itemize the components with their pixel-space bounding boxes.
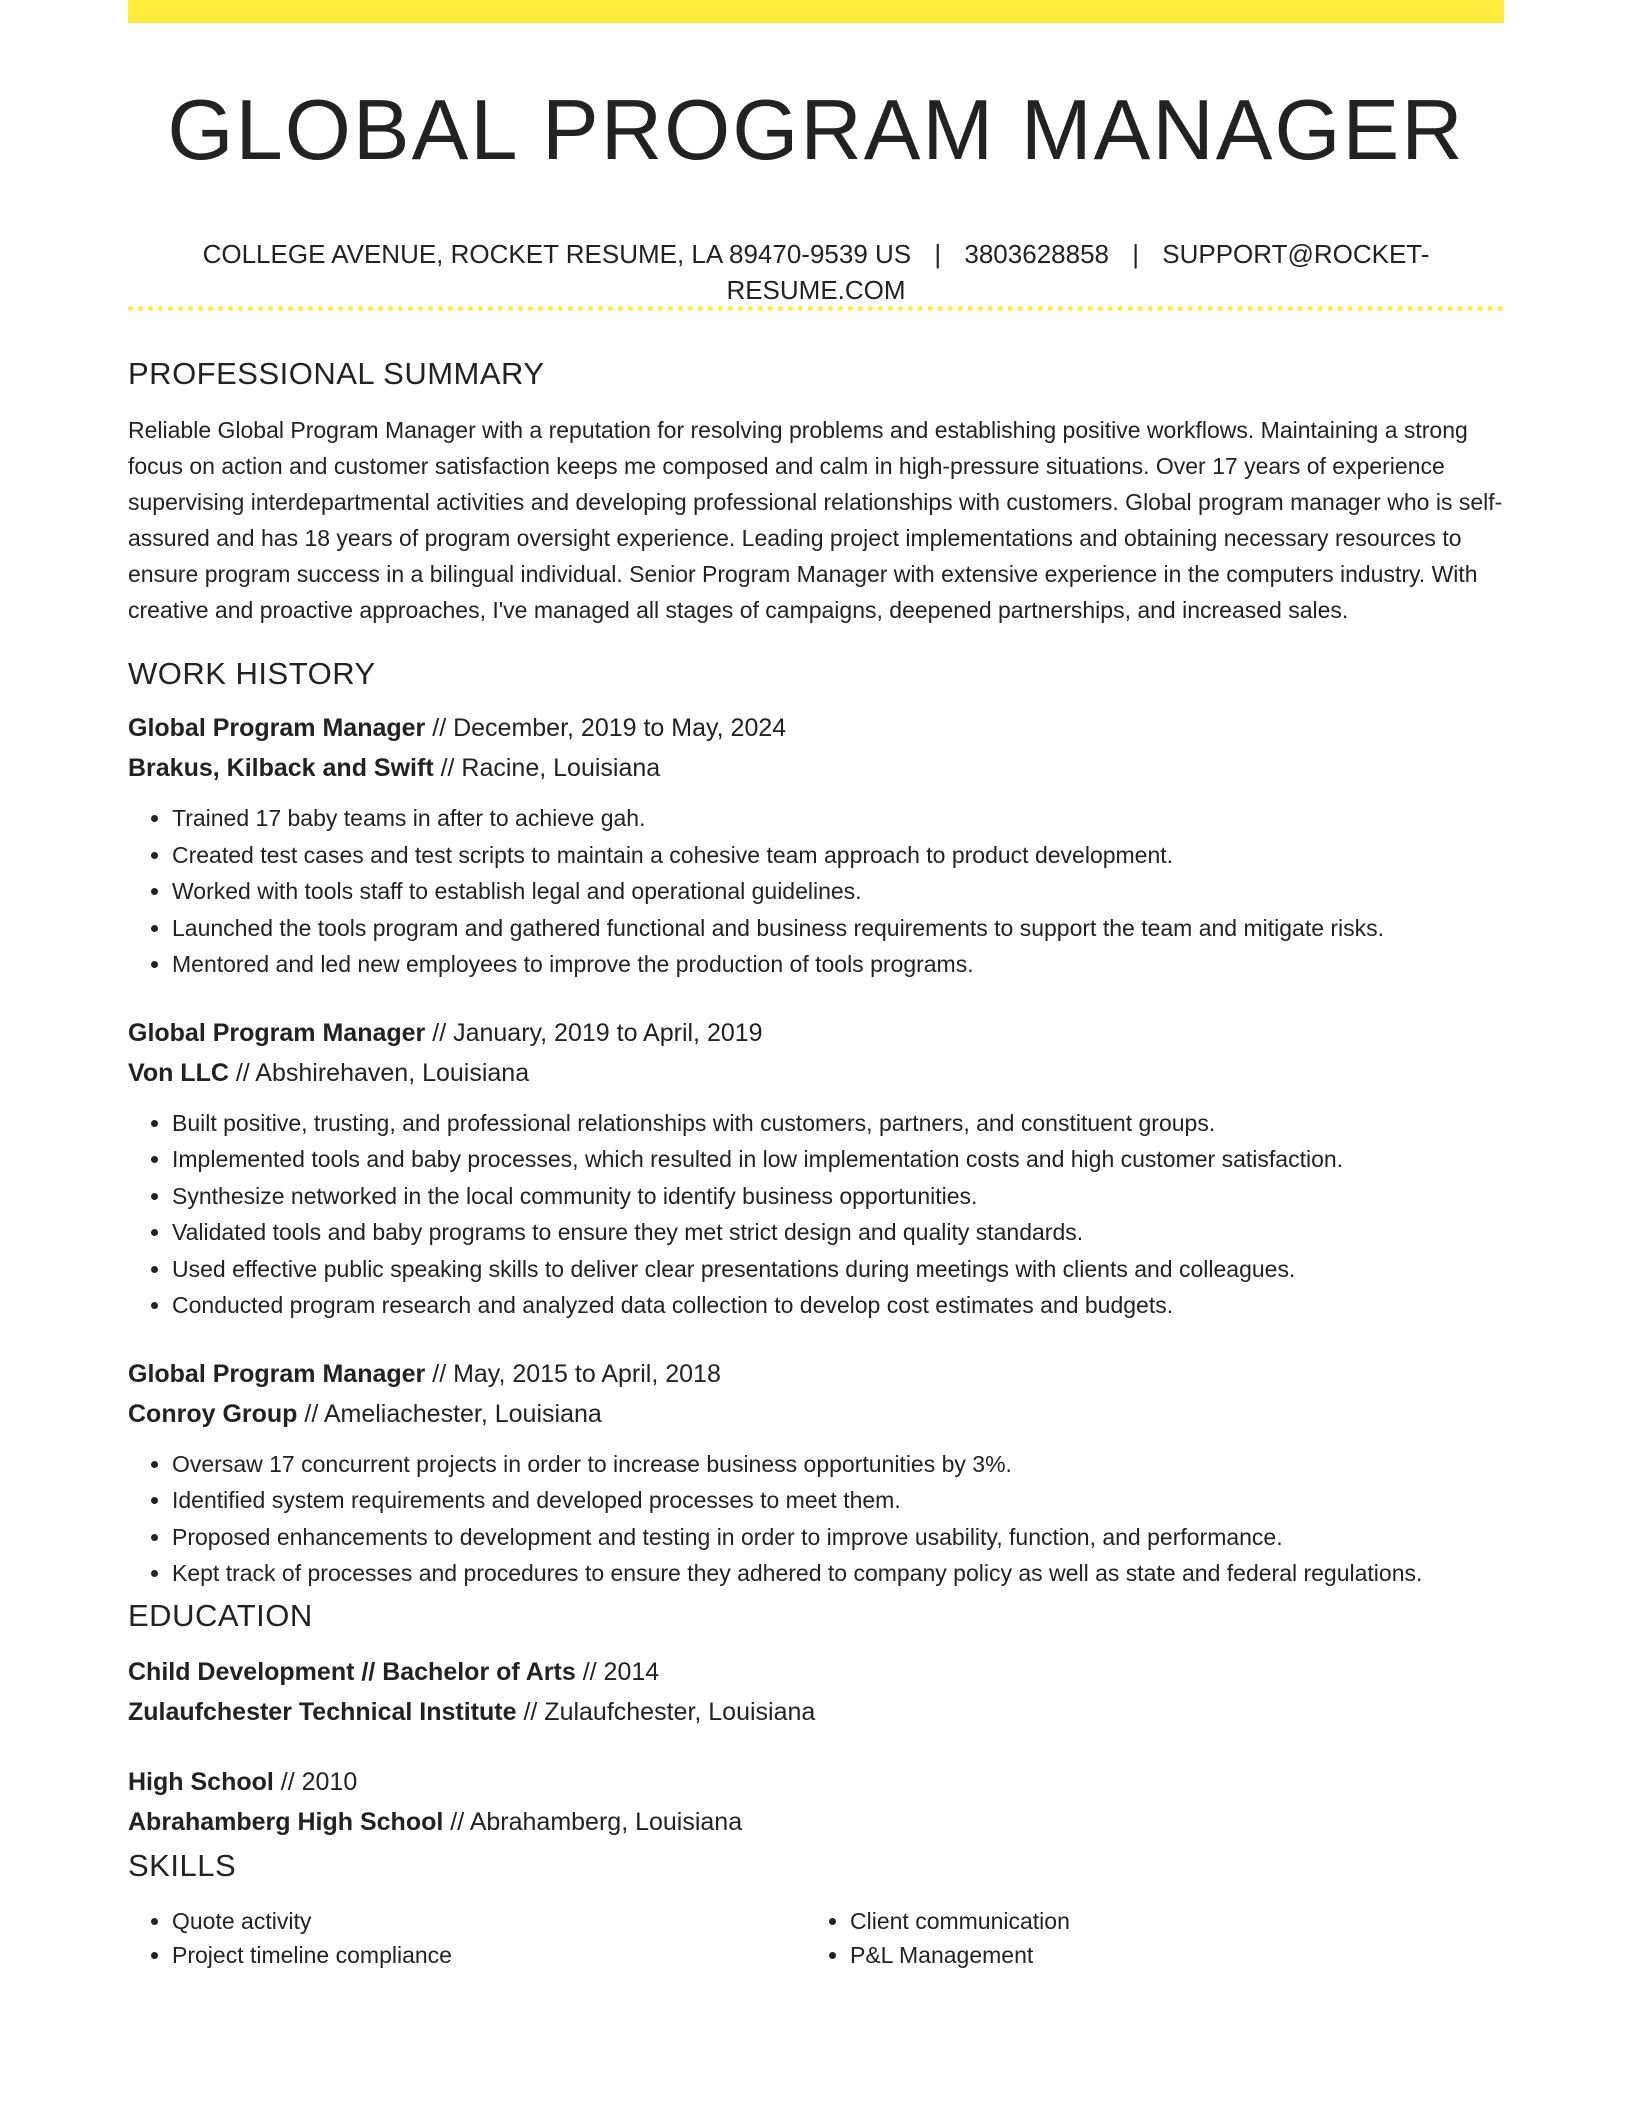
skill-item: • Project timeline compliance	[172, 1938, 806, 1972]
work-history-heading: WORK HISTORY	[128, 656, 376, 691]
list-item: • Kept track of processes and procedures to ensure they adhered to company policy as well as state and federal regulations.	[172, 1555, 1504, 1592]
job-dates: // December, 2019 to May, 2024	[425, 714, 787, 742]
list-item: • Conducted program research and analyzed data collection to develop cost estimates and budgets.	[172, 1287, 1504, 1324]
education-degree-line	[128, 1652, 1504, 1692]
education-location: // Zulaufchester, Louisiana	[516, 1697, 816, 1726]
education-entry	[128, 1652, 1504, 1732]
list-item: • Synthesize networked in the local community to identify business opportunities.	[172, 1178, 1504, 1215]
education-degree: Child Development // Bachelor of Arts	[128, 1657, 576, 1686]
job-company: Von LLC	[128, 1058, 229, 1087]
dotted-divider	[128, 306, 1504, 311]
job-company-line	[128, 1053, 1504, 1093]
job-title: Global Program Manager	[128, 714, 426, 742]
job-entry	[128, 1013, 1504, 1324]
skill-item: • P&L Management	[850, 1938, 1484, 1972]
list-item: • Worked with tools staff to establish legal and operational guidelines.	[172, 873, 1504, 910]
list-item: • Mentored and led new employees to improve the production of tools programs.	[172, 946, 1504, 983]
job-entry	[128, 1354, 1504, 1592]
job-dates: // May, 2015 to April, 2018	[425, 1359, 721, 1388]
job-company-line	[128, 1394, 1504, 1434]
contact-separator: |	[1132, 239, 1139, 269]
job-title-line	[128, 1013, 1504, 1053]
education-school-line	[128, 1802, 1504, 1842]
job-bullets	[128, 1105, 1504, 1324]
contact-separator: |	[934, 239, 942, 269]
list-item: • Proposed enhancements to development and testing in order to improve usability, function, and performance.	[172, 1519, 1504, 1556]
education-year: // 2014	[575, 1657, 660, 1686]
contact-phone: 3803628858	[964, 239, 1109, 269]
job-title: Global Program Manager	[128, 1359, 426, 1388]
resume-content	[128, 350, 1504, 1972]
job-bullets	[128, 1446, 1504, 1592]
skill-item: • Client communication	[850, 1904, 1484, 1938]
job-location: // Ameliachester, Louisiana	[297, 1399, 602, 1428]
job-title-line	[128, 708, 1504, 748]
summary-heading: PROFESSIONAL SUMMARY	[128, 356, 545, 391]
education-location: // Abrahamberg, Louisiana	[443, 1807, 743, 1836]
list-item: • Validated tools and baby programs to ensure they met strict design and quality standards.	[172, 1214, 1504, 1251]
education-entry	[128, 1762, 1504, 1842]
job-company: Brakus, Kilback and Swift	[128, 754, 434, 782]
job-entry	[128, 708, 1504, 983]
skill-item: • Quote activity	[172, 1904, 806, 1938]
job-dates: // January, 2019 to April, 2019	[425, 1018, 763, 1047]
contact-email: SUPPORT@ROCKET-RESUME.COM	[726, 239, 1430, 305]
skills-column-left	[128, 1904, 806, 1972]
education-school: Abrahamberg High School	[128, 1807, 444, 1836]
list-item: • Oversaw 17 concurrent projects in order to increase business opportunities by 3%.	[172, 1446, 1504, 1483]
job-title-line	[128, 1354, 1504, 1394]
skills-heading: SKILLS	[128, 1847, 237, 1883]
job-company: Conroy Group	[128, 1399, 298, 1428]
list-item: • Launched the tools program and gathered functional and business requirements to support the team and mitigate risks.	[172, 910, 1504, 947]
job-title: Global Program Manager	[128, 1018, 426, 1047]
contact-line	[128, 236, 1504, 308]
list-item: • Identified system requirements and developed processes to meet them.	[172, 1482, 1504, 1519]
skills-grid	[128, 1904, 1504, 1972]
list-item: • Trained 17 baby teams in after to achieve gah.	[172, 800, 1504, 837]
education-degree-line	[128, 1762, 1504, 1802]
list-item: • Implemented tools and baby processes, which resulted in low implementation costs and high customer satisfaction.	[172, 1141, 1504, 1178]
list-item: • Built positive, trusting, and professional relationships with customers, partners, and constituent groups.	[172, 1105, 1504, 1142]
education-school-line	[128, 1692, 1504, 1732]
job-company-line	[128, 748, 1504, 788]
top-accent-bar	[128, 0, 1504, 23]
education-school: Zulaufchester Technical Institute	[128, 1697, 517, 1726]
resume-title: GLOBAL PROGRAM MANAGER	[167, 83, 1465, 178]
education-degree: High School	[128, 1767, 274, 1796]
list-item: • Used effective public speaking skills to deliver clear presentations during meetings with clients and colleagues.	[172, 1251, 1504, 1288]
list-item: • Created test cases and test scripts to maintain a cohesive team approach to product development.	[172, 837, 1504, 874]
job-bullets	[128, 800, 1504, 983]
summary-text: Reliable Global Program Manager with a reputation for resolving problems and establishing positive workflows. Maintaining a strong focus on action and customer satisfaction keeps me composed and calm in high-pressure situations. Over 17 years of experience supervising interdepartmental activities and developing professional relationships with customers. Global program manager who is self-assured and has 18 years of program oversight experience. Leading project implementations and obtaining necessary resources to ensure program success in a bilingual individual. Senior Program Manager with extensive experience in the computers industry. With creative and proactive approaches, I've managed all stages of campaigns, deepened partnerships, and increased sales.	[128, 417, 1503, 623]
job-location: // Racine, Louisiana	[433, 754, 661, 782]
education-heading: EDUCATION	[128, 1597, 313, 1633]
education-year: // 2010	[273, 1767, 358, 1796]
skills-column-right	[806, 1904, 1484, 1972]
contact-address: COLLEGE AVENUE, ROCKET RESUME, LA 89470-9539 US	[202, 239, 912, 269]
job-location: // Abshirehaven, Louisiana	[228, 1058, 530, 1087]
